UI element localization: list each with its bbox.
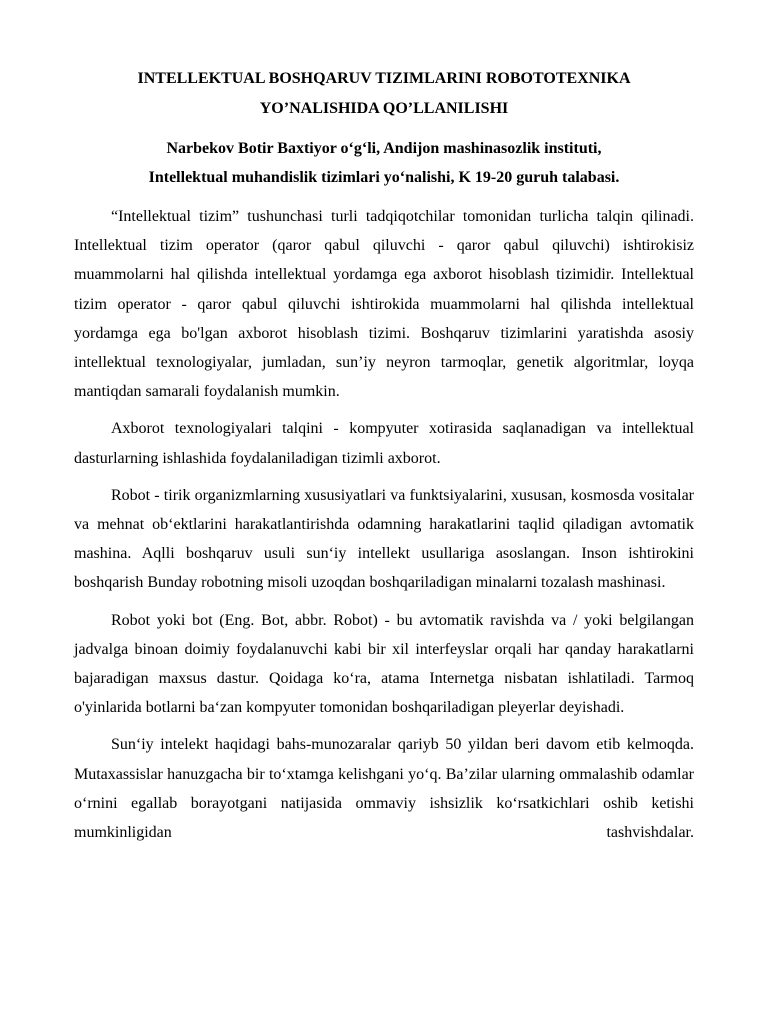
author-line-2: Intellektual muhandislik tizimlari yo‘nalishi, K 19-20 guruh talabasi. [148, 169, 620, 186]
author-line-1: Narbekov Botir Baxtiyor o‘g‘li, Andijon mashinasozlik instituti, [166, 140, 602, 157]
title-line-1: INTELLEKTUAL BOSHQARUV TIZIMLARINI ROBOTOTEXNIKA [137, 70, 631, 87]
document-body [74, 202, 694, 855]
paragraph-robot: Robot - tirik organizmlarning xususiyatlari va funktsiyalarini, xususan, kosmosda vositalar va mehnat ob‘ektlarini harakatlantirishda odamning harakatlarini taqlid qiladigan avtomatik mashina. Aqlli boshqaruv usuli sun‘iy intellekt usullariga asoslangan. Inson ishtirokini boshqarish Bunday robotning misoli uzoqdan boshqariladigan minalarni tozalash mashinasi. [74, 486, 694, 592]
paragraph-suniy-intelekt: Sun‘iy intelekt haqidagi bahs-munozaralar qariyb 50 yildan beri davom etib kelmoqda. Mutaxassislar hanuzgacha bir to‘xtamga kelishgani yo‘q. Ba’zilar ularning ommalashib odamlar o‘rnini egallab borayotgani natijasida ommaviy ishsizlik ko‘rsatkichlari oshib ketishi mumkinligidan tashvishdalar. [74, 736, 694, 842]
author-info [74, 134, 694, 192]
title-line-2: YO’NALISHIDA QO’LLANILISHI [259, 100, 509, 117]
page-title [74, 64, 694, 124]
paragraph-axborot: Axborot texnologiyalari talqini - kompyuter xotirasida saqlanadigan va intellektual dasturlarning ishlashida foydalaniladigan tizimli axborot. [74, 420, 694, 467]
paragraph-intellektual-tizim: “Intellektual tizim” tushunchasi turli tadqiqotchilar tomonidan turlicha talqin qilinadi. Intellektual tizim operator (qaror qabul qiluvchi - qaror qabul qiluvchi) ishtirokisiz muammolarni hal qilishda intellektual yordamga ega axborot hisoblash tizimidir. Intellektual tizim operator - qaror qabul qiluvchi ishtirokida muammolarni hal qilishda intellektual yordamga ega bo'lgan axborot hisoblash tizimi. Boshqaruv tizimlarini yaratishda asosiy intellektual texnologiyalar, jumladan, sun’iy neyron tarmoqlar, genetik algoritmlar, loyqa mantiqdan samarali foydalanish mumkin. [74, 208, 694, 401]
paragraph-bot: Robot yoki bot (Eng. Bot, abbr. Robot) - bu avtomatik ravishda va / yoki belgilangan jadvalga binoan doimiy foydalanuvchi kabi bir xil interfeyslar orqali har qanday harakatlarni bajaradigan maxsus dastur. Qoidaga ko‘ra, atama Internetga nisbatan ishlatiladi. Tarmoq o'yinlarida botlarni ba‘zan kompyuter tomonidan boshqariladigan pleyerlar deyishadi. [74, 611, 694, 717]
